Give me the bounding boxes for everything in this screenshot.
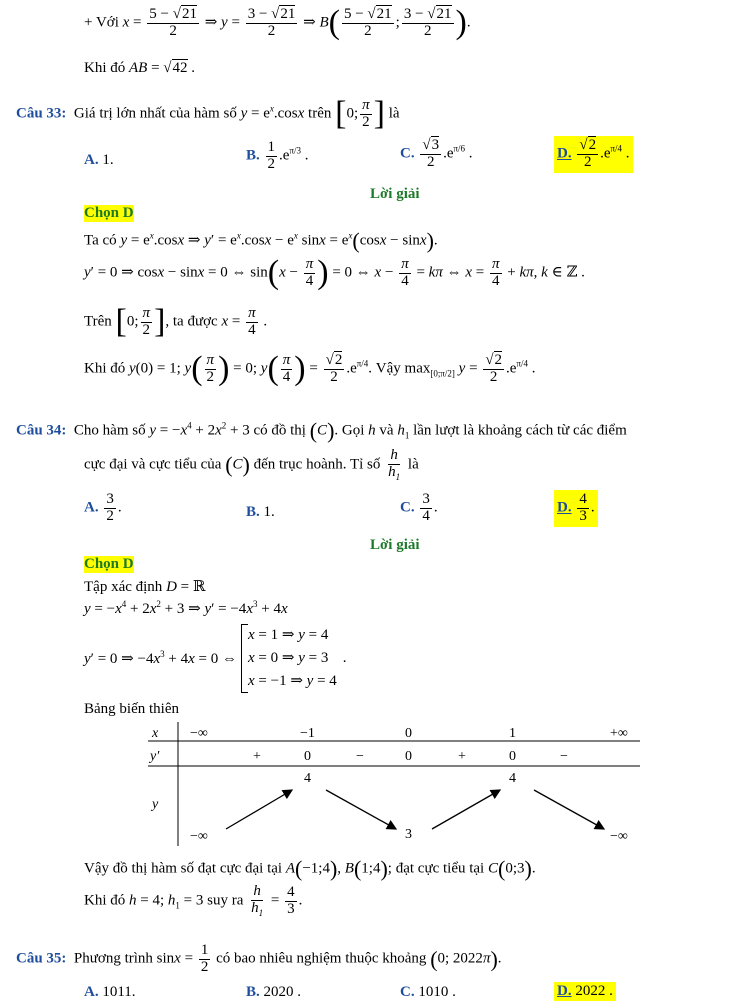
opt-label: B. [246,504,260,520]
q33-stem-c: là [388,105,400,122]
opt-value: 1. [263,504,275,520]
q33-interval: Trên [0; $\frac{\pi}{2}$ ], ta được x = $\frac{\pi}{4}$ . [84,303,268,340]
opt-label: D. [557,145,572,162]
q34-stem-b: có đồ thị [253,422,306,439]
ket-luan-a: Vậy đồ thị hàm số đạt cực đại tại [84,860,283,877]
tren-label: Trên [84,313,112,330]
q33-conclusion: Khi đó y(0) = 1; y( $\frac{\pi}{2}$ ) = 0; y( $\frac{\pi}{4}$ ) = $\frac{√2}{2}$ $.e^{\pi/4}$. Vậy $\max_{[0;\pi/2]} y$ = $\frac{√2}{2}$ $.e^{\pi/4}$ . [84,350,536,387]
vt-arrow-down [534,790,604,829]
q33-derivative: Ta có $y = e^x.\cos x$ ⇒ $y' = e^x.\cos x - e^x$ $\sin x = e^x(\cos x - \sin x)$. [84,228,438,253]
q34-stem-h: là [407,456,419,473]
ta-duoc-label: , ta được [165,313,218,330]
q34-option-d[interactable]: D. $\frac{4}{3}$ . [554,490,598,527]
q33-loi-giai: Lời giải [370,186,420,202]
q33-option-b[interactable]: B. $\frac{1}{2}$ $.e^{\pi/3}$ . [246,139,309,172]
vt-sign-1: 0 [304,749,311,764]
khi-do-label: Khi đó [84,892,126,909]
with-label: + Với [84,14,119,31]
q34-stem-c: . Gọi [334,422,365,439]
q34-label: Câu 34: [16,422,67,439]
opt-label: C. [400,499,415,516]
vt-y-label: y [152,797,159,812]
q34-roots: y′ = 0 ⇒ $-4x^3 + 4x = 0$ ⇔ x = 1 ⇒ y = 4 x = 0 ⇒ y = 3 x = −1 ⇒ y = 4 . [84,624,347,693]
q33-chon: Chọn D [84,205,134,221]
opt-label: D. [557,983,572,999]
opt-value: 2022 . [575,983,613,999]
q35-stem-b: có bao nhiêu nghiệm thuộc khoảng [216,950,427,967]
vt-x-label: x [152,726,159,741]
vt-arrow-up [226,790,292,829]
q34-derivative: $y = -x^4 + 2x^2 + 3$ ⇒ $y' = -4x^3 + 4x$ [84,599,288,617]
vt-sign-6: − [560,749,568,764]
q34-stem-d: và [379,422,394,439]
opt-value: 1011. [102,984,136,1000]
opt-label: C. [400,145,415,162]
ket-luan-b: ; đạt cực tiểu tại [387,860,485,877]
suy-ra-label: suy ra [207,892,244,909]
vt-yp-label: y′ [150,749,160,764]
q33-label: Câu 33: [16,105,67,122]
opt-value: 2020 . [263,984,302,1000]
txd-label: Tập xác định [84,579,163,595]
q34-extrema: Vậy đồ thị hàm số đạt cực đại tại A(−1;4), B(1;4); đạt cực tiểu tại C(0;3). [84,856,536,881]
opt-label: A. [84,152,99,168]
vt-y-max-right: 4 [509,771,516,786]
q33-stem-a: Giá trị lớn nhất của hàm số [73,105,237,122]
opt-value: 1010 . [418,984,456,1000]
khi-do-label: Khi đó [84,60,126,76]
q33-stem: Câu 33: Giá trị lớn nhất của hàm số $y = e^x.\cos x$ trên [0; $\frac{\pi}{2}$ ] là [16,95,400,132]
q34-domain: Tập xác định D = ℝ [84,579,206,595]
q34-option-a[interactable]: A. $\frac{3}{2}$ . [84,491,122,524]
q35-stem: Câu 35: Phương trình sinx = $\frac{1}{2}$ có bao nhiêu nghiệm thuộc khoảng (0; 2022π). [16,942,502,975]
q33-critical-point: y′ = 0 ⇒ cosx − sinx = 0 ⇔ sin(x − $\frac{\pi}{4}$ ) = 0 ⇔ x − $\frac{\pi}{4}$ = kπ ⇔ x = $\frac{\pi}{4}$ + kπ, k ∈ ℤ . [84,254,585,291]
vt-x-4: +∞ [610,726,628,741]
vt-sign-2: − [356,749,364,764]
q34-stem-line2: cực đại và cực tiểu của (C) đến trục hoành. Tỉ số $\frac{h}{h_1}$ là [84,447,419,482]
vt-sign-4: + [458,749,466,764]
khi-do-label: Khi đó [84,360,126,377]
opt-label: A. [84,984,99,1000]
vt-arrow-down [326,790,396,829]
vt-sign-3: 0 [405,749,412,764]
vt-y-end-right: −∞ [610,829,628,844]
vt-x-3: 1 [509,726,516,741]
taco-label: Ta có [84,232,117,249]
q35-option-b[interactable] [246,984,301,1001]
opt-label: A. [84,499,99,516]
q34-stem-a: Cho hàm số [73,422,146,439]
q34-ratio: Khi đó h = 4; $h_1 = 3$ suy ra $\frac{h}{h_1}$ = $\frac{4}{3}$ . [84,883,303,918]
q34-loi-giai: Lời giải [370,537,420,553]
vt-arrow-up [432,790,500,829]
q33-option-c[interactable]: C. $\frac{√3}{2}$ $.e^{\pi/6}$ . [400,137,473,170]
q34-bbt-label: Bảng biến thiên [84,701,179,717]
vay-label: . Vậy [368,360,401,377]
q35-option-c[interactable] [400,984,456,1001]
q35-stem-a: Phương trình [73,950,153,967]
q34-stem-line1: Câu 34: Cho hàm số $y = -x^4 + 2x^2 + 3$ có đồ thị (C). Gọi h và $h_1$ lần lượt là khoảng cách từ các điểm [16,418,627,443]
opt-label: B. [246,147,260,164]
vt-y-min: 3 [405,827,412,842]
q34-option-c[interactable]: C. $\frac{3}{4}$ . [400,491,438,524]
q34-chon: Chọn D [84,556,134,572]
opt-label: C. [400,984,415,1000]
q35-option-d[interactable] [554,982,616,1001]
q32-point-b-line: + Với x = $\frac{5 - √21}{2}$ ⇒ y = $\frac{3 - √21}{2}$ ⇒ B( $\frac{5 - √21}{2}$ ; $\frac{3 - √21}{2}$ ). [84,4,471,41]
vt-sign-0: + [253,749,261,764]
q33-stem-b: trên [308,105,332,122]
opt-value: 1. [102,152,114,168]
vt-sign-5: 0 [509,749,516,764]
q35-option-a[interactable] [84,984,136,1001]
q35-label: Câu 35: [16,950,67,967]
q34-stem-e: lần lượt là khoảng cách từ các điểm [413,422,627,439]
opt-label: D. [557,499,572,516]
vt-y-max-left: 4 [304,771,311,786]
vt-x-1: −1 [300,726,315,741]
q34-stem-g: đến trục hoành. Tỉ số [253,456,381,473]
q33-option-d[interactable]: D. $\frac{√2}{2}$ $.e^{\pi/4}$ . [554,136,633,173]
vt-x-0: −∞ [190,726,208,741]
opt-label: B. [246,984,260,1000]
vt-x-2: 0 [405,726,412,741]
q32-ab-line: Khi đó AB = √42 . [84,60,196,76]
q34-stem-f: cực đại và cực tiểu của [84,456,222,473]
vt-y-end-left: −∞ [190,829,208,844]
